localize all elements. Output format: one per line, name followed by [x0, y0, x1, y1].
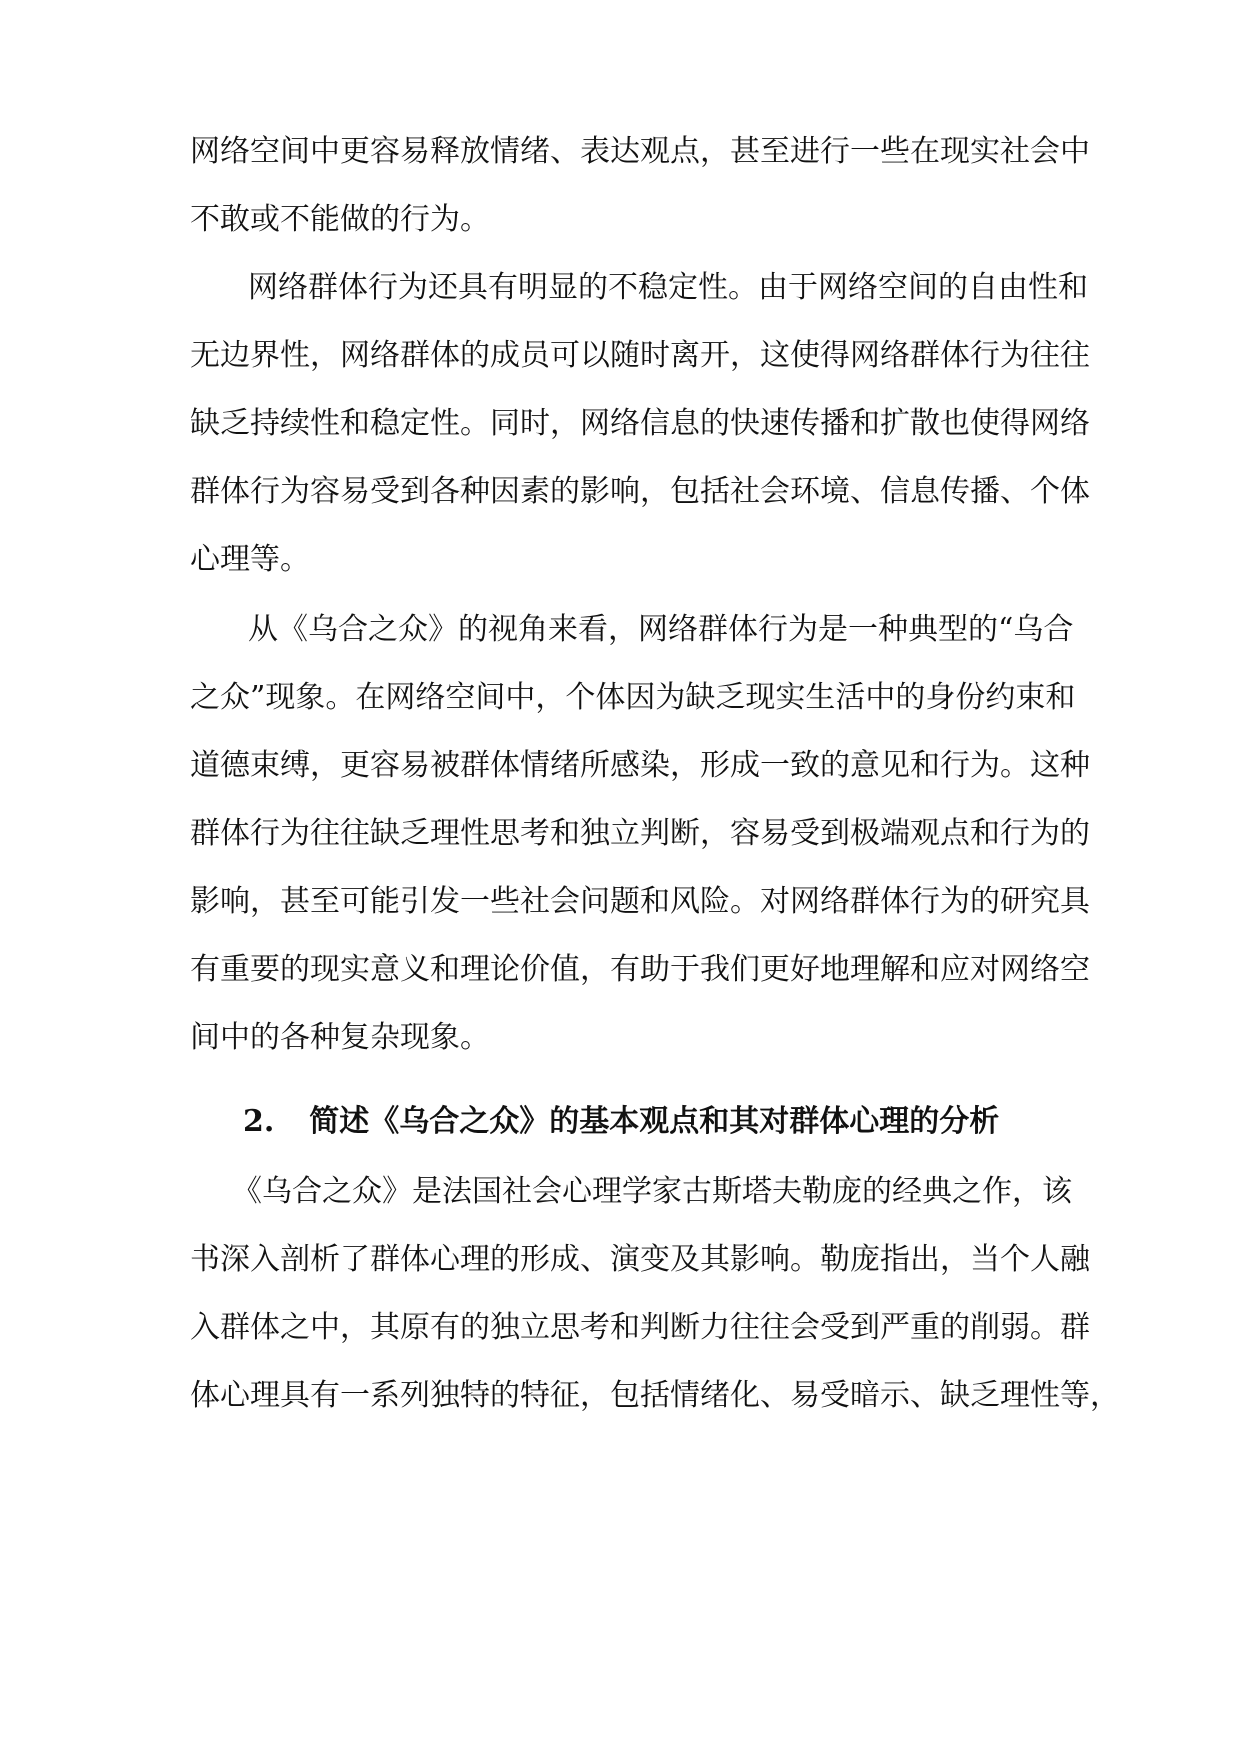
paragraph-3-line-5: 影响，甚至可能引发一些社会问题和风险。对网络群体行为的研究具	[190, 884, 1090, 919]
paragraph-3-line-6: 有重要的现实意义和理论价值，有助于我们更好地理解和应对网络空	[190, 952, 1090, 987]
paragraph-1-line-1: 网络空间中更容易释放情绪、表达观点，甚至进行一些在现实社会中	[190, 134, 1090, 169]
section-number: 2.	[243, 1104, 275, 1139]
paragraph-2-line-1: 网络群体行为还具有明显的不稳定性。由于网络空间的自由性和	[248, 270, 1088, 305]
paragraph-2-line-2: 无边界性，网络群体的成员可以随时离开，这使得网络群体行为往往	[190, 338, 1090, 373]
paragraph-4-line-3: 入群体之中，其原有的独立思考和判断力往往会受到严重的削弱。群	[190, 1310, 1090, 1345]
paragraph-2-line-4: 群体行为容易受到各种因素的影响，包括社会环境、信息传播、个体	[190, 474, 1090, 509]
paragraph-4-line-1: 《乌合之众》是法国社会心理学家古斯塔夫勒庞的经典之作，该	[232, 1174, 1072, 1209]
paragraph-1-line-2: 不敢或不能做的行为。	[190, 202, 490, 237]
paragraph-3-line-7: 间中的各种复杂现象。	[190, 1020, 490, 1055]
section-title: 简述《乌合之众》的基本观点和其对群体心理的分析	[309, 1104, 1000, 1139]
paragraph-2-line-5: 心理等。	[190, 542, 310, 577]
section-heading	[243, 1102, 999, 1142]
paragraph-3-line-1: 从《乌合之众》的视角来看，网络群体行为是一种典型的“乌合	[248, 612, 1074, 647]
paragraph-3-line-2: 之众”现象。在网络空间中，个体因为缺乏现实生活中的身份约束和	[190, 680, 1076, 715]
paragraph-4-line-2: 书深入剖析了群体心理的形成、演变及其影响。勒庞指出，当个人融	[190, 1242, 1090, 1277]
paragraph-3-line-4: 群体行为往往缺乏理性思考和独立判断，容易受到极端观点和行为的	[190, 816, 1090, 851]
paragraph-4-line-4: 体心理具有一系列独特的特征，包括情绪化、易受暗示、缺乏理性等，	[190, 1378, 1120, 1413]
paragraph-3-line-3: 道德束缚，更容易被群体情绪所感染，形成一致的意见和行为。这种	[190, 748, 1090, 783]
paragraph-2-line-3: 缺乏持续性和稳定性。同时，网络信息的快速传播和扩散也使得网络	[190, 406, 1090, 441]
